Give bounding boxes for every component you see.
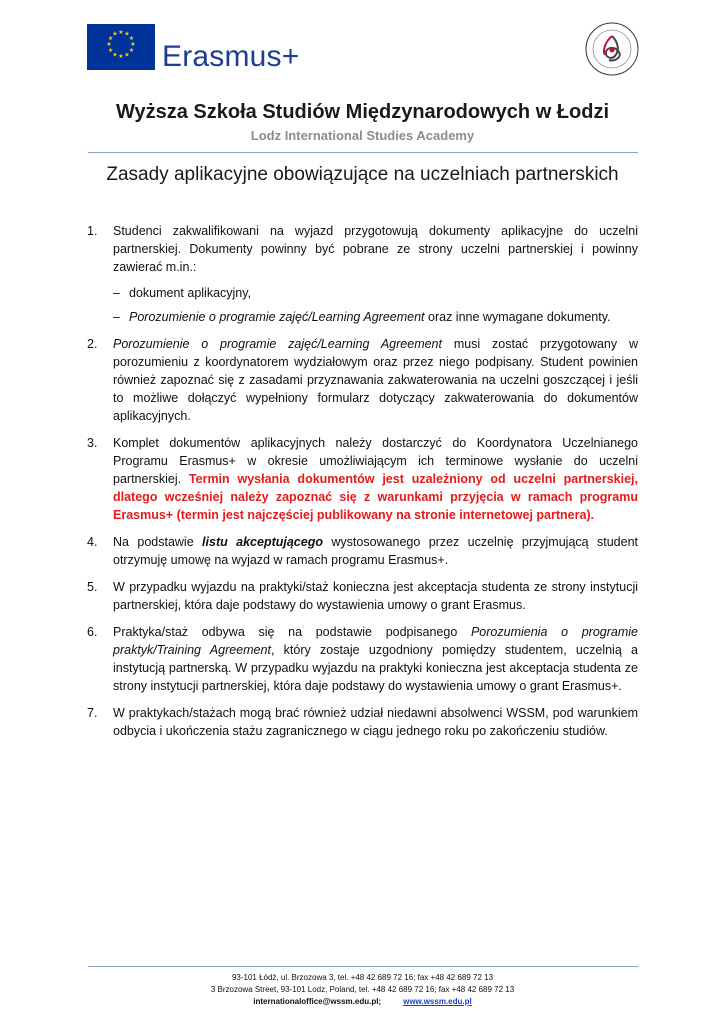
- website-link[interactable]: www.wssm.edu.pl: [403, 997, 472, 1006]
- svg-text:★: ★: [106, 41, 112, 48]
- item-text: Praktyka/staż odbywa się na podstawie podpisanego: [113, 625, 471, 639]
- school-subtitle: Lodz International Studies Academy: [250, 128, 475, 143]
- page-footer: [0, 972, 725, 1008]
- header-divider: [88, 152, 638, 153]
- svg-text:★: ★: [112, 51, 118, 59]
- item-number: 5.: [87, 580, 98, 594]
- item-text: Komplet dokumentów aplikacyjnych należy dostarczyć do Koordynatora Uczelnianego Programu Erasmus+ w okresie umożliwiającym ich terminowe wysłanie do uczelni partnerskiej.: [113, 436, 638, 486]
- eu-flag-icon: [87, 24, 155, 70]
- email-link[interactable]: internationaloffice@wssm.edu.pl;: [253, 997, 382, 1006]
- item-text: wystosowanego przez uczelnię przyjmującą student otrzymuję umowę na wyjazd w ramach programu Erasmus+.: [113, 535, 638, 567]
- item-text: Studenci zakwalifikowani na wyjazd przygotowują dokumenty aplikacyjne do uczelni partnerskiej. Dokumenty powinny być pobrane ze strony uczelni partnerskiej i powinny zawierać m.in.:: [113, 224, 638, 274]
- item-bold-italic: listu akceptującego: [202, 535, 323, 549]
- list-item: [87, 533, 638, 569]
- erasmus-logo-text: Erasmus+: [162, 40, 300, 73]
- list-item: [87, 335, 638, 425]
- item-number: 6.: [87, 625, 98, 639]
- item-number: 3.: [87, 436, 98, 450]
- list-item: [87, 704, 638, 740]
- footer-contact: [0, 996, 725, 1008]
- sub-item-italic: Porozumienie o programie zajęć/Learning Agreement: [129, 310, 425, 324]
- item-text: W praktykach/stażach mogą brać również udział niedawni absolwenci WSSM, pod warunkiem odbycia i ukończenia stażu zagranicznego w ciągu jednego roku po zakończeniu studiów.: [113, 706, 638, 738]
- svg-text:★: ★: [107, 47, 114, 54]
- svg-text:★: ★: [112, 30, 118, 38]
- sub-list-item: [113, 308, 638, 326]
- sub-list-item: [113, 284, 638, 302]
- svg-text:★: ★: [128, 35, 135, 42]
- item-number: 2.: [87, 337, 98, 351]
- sub-item-text: dokument aplikacyjny,: [129, 286, 252, 300]
- item-text: musi zostać przygotowany w porozumieniu z koordynatorem wydziałowym oraz przez niego podpisany. Student powinien również zapoznać się z zasadami przyznawania zakwaterowania na uczelni goszczącej i jeśli to możliwe dołączyć wypełniony formularz dotyczący zakwaterowania do dokumentów aplikacyjnych.: [113, 337, 638, 423]
- footer-address-pl: 93-101 Łódź, ul. Brzozowa 3, tel. +48 42 689 72 16; fax +48 42 689 72 13: [231, 973, 494, 982]
- footer-address-en: 3 Brzozowa Street, 93-101 Lodz, Poland, tel. +48 42 689 72 16; fax +48 42 689 72 13: [210, 985, 515, 994]
- item-text: Na podstawie: [113, 535, 203, 549]
- dash-bullet: –: [113, 310, 120, 324]
- dash-bullet: –: [113, 286, 120, 300]
- list-item: [87, 578, 638, 614]
- svg-text:★: ★: [124, 51, 130, 59]
- item-italic: Porozumienie o programie zajęć/Learning Agreement: [113, 337, 442, 351]
- svg-text:★: ★: [107, 35, 114, 42]
- school-title: Wyższa Szkoła Studiów Międzynarodowych w Łodzi: [115, 101, 610, 123]
- list-item: [87, 434, 638, 524]
- item-text: , który zostaje uzgodniony pomiędzy studentem, uczelnią a instytucją partnerską. W przypadku wyjazdu na praktyki konieczna jest akceptacja studenta ze strony instytucji partnerskiej, która daje podstawy do wystawienia umowy o grant Erasmus+.: [113, 643, 638, 693]
- item-number: 1.: [87, 224, 98, 238]
- svg-text:★: ★: [128, 47, 135, 54]
- footer-divider: [88, 966, 638, 967]
- page-header: [0, 0, 725, 85]
- svg-text:★: ★: [124, 30, 130, 38]
- deadline-warning: Termin wysłania dokumentów jest uzależniony od uczelni partnerskiej, dlatego wcześniej należy zapoznać się z warunkami przyjęcia w ramach programu Erasmus+ (termin jest najczęściej publikowany na stronie internetowej partnera).: [113, 472, 638, 522]
- sub-item-text: oraz inne wymagane dokumenty.: [424, 310, 611, 324]
- svg-text:★: ★: [130, 41, 136, 48]
- document-title: Zasady aplikacyjne obowiązujące na uczelniach partnerskich: [106, 164, 619, 185]
- rules-list: [87, 222, 638, 749]
- svg-text:★: ★: [118, 53, 124, 60]
- svg-text:★: ★: [118, 29, 124, 36]
- list-item: [87, 222, 638, 326]
- item-number: 7.: [87, 706, 98, 720]
- academy-seal-icon: [585, 22, 639, 76]
- list-item: [87, 623, 638, 695]
- item-number: 4.: [87, 535, 98, 549]
- item-text: W przypadku wyjazdu na praktyki/staż konieczna jest akceptacja studenta ze strony instytucji partnerskiej, która daje podstawy do wystawienia umowy o grant Erasmus.: [113, 580, 638, 612]
- item-italic: Porozumienia o programie praktyk/Training Agreement: [113, 625, 638, 657]
